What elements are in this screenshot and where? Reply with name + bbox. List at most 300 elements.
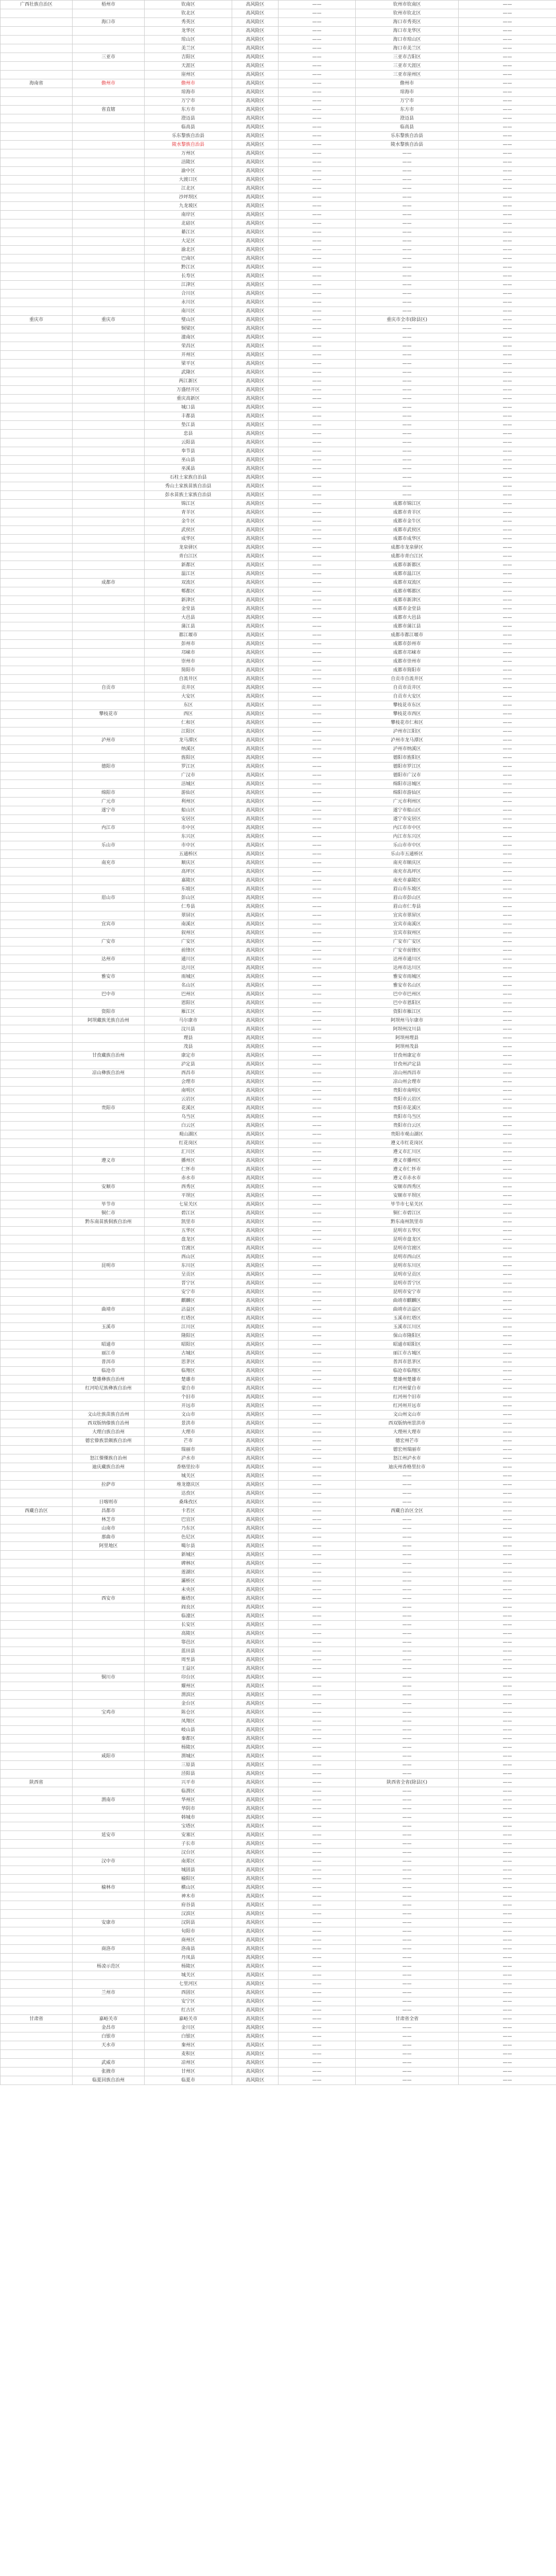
medium-risk-area-cell: —— bbox=[356, 1603, 459, 1612]
city-cell bbox=[73, 701, 145, 710]
table-row bbox=[1, 18, 556, 27]
high-risk-area-cell: —— bbox=[279, 255, 356, 263]
city-cell bbox=[73, 1586, 145, 1595]
district-cell: 高陵区 bbox=[145, 1630, 232, 1638]
low-risk-area-cell: —— bbox=[459, 2041, 556, 2050]
province-cell bbox=[1, 955, 73, 964]
high-risk-area-cell: —— bbox=[279, 1568, 356, 1577]
district-cell: 青羊区 bbox=[145, 509, 232, 517]
province-cell bbox=[1, 1524, 73, 1533]
medium-risk-area-cell: 玉溪市江川区 bbox=[356, 1323, 459, 1332]
province-cell bbox=[1, 342, 73, 351]
low-risk-area-cell: —— bbox=[459, 605, 556, 614]
medium-risk-area-cell: 巴中市恩阳区 bbox=[356, 999, 459, 1008]
province-cell bbox=[1, 9, 73, 18]
high-risk-area-cell: —— bbox=[279, 1235, 356, 1244]
low-risk-area-cell: —— bbox=[459, 517, 556, 526]
risk-level-cell: 高风险区 bbox=[232, 325, 279, 333]
medium-risk-area-cell: 琼海市 bbox=[356, 88, 459, 97]
low-risk-area-cell: —— bbox=[459, 482, 556, 491]
district-cell: 彭山区 bbox=[145, 894, 232, 903]
district-cell: 临翔区 bbox=[145, 1367, 232, 1376]
province-cell bbox=[1, 1227, 73, 1235]
city-cell bbox=[73, 27, 145, 36]
medium-risk-area-cell: —— bbox=[356, 184, 459, 193]
low-risk-area-cell: —— bbox=[459, 1209, 556, 1218]
low-risk-area-cell: —— bbox=[459, 106, 556, 114]
medium-risk-area-cell: —— bbox=[356, 1849, 459, 1857]
high-risk-area-cell: —— bbox=[279, 281, 356, 290]
risk-level-cell: 高风险区 bbox=[232, 97, 279, 106]
district-cell: 红塔区 bbox=[145, 1314, 232, 1323]
district-cell: 新城区 bbox=[145, 1551, 232, 1560]
province-cell bbox=[1, 1603, 73, 1612]
medium-risk-area-cell: 昆明市晋宁区 bbox=[356, 1279, 459, 1288]
district-cell: 秦州区 bbox=[145, 2041, 232, 2050]
low-risk-area-cell: —— bbox=[459, 368, 556, 377]
city-cell bbox=[73, 1971, 145, 1980]
district-cell: 理县 bbox=[145, 1034, 232, 1043]
city-cell bbox=[73, 1253, 145, 1262]
risk-level-cell: 高风险区 bbox=[232, 1507, 279, 1516]
low-risk-area-cell: —— bbox=[459, 640, 556, 649]
district-cell: 吉阳区 bbox=[145, 53, 232, 62]
city-cell bbox=[73, 885, 145, 894]
risk-level-cell: 高风险区 bbox=[232, 333, 279, 342]
province-cell bbox=[1, 149, 73, 158]
table-row bbox=[1, 386, 556, 395]
low-risk-area-cell: —— bbox=[459, 1481, 556, 1489]
province-cell bbox=[1, 438, 73, 447]
table-row bbox=[1, 438, 556, 447]
high-risk-area-cell: —— bbox=[279, 1560, 356, 1568]
district-cell: 汶川县 bbox=[145, 1025, 232, 1034]
low-risk-area-cell: —— bbox=[459, 552, 556, 561]
high-risk-area-cell: —— bbox=[279, 1717, 356, 1726]
low-risk-area-cell: —— bbox=[459, 815, 556, 824]
risk-level-cell: 高风险区 bbox=[232, 1752, 279, 1761]
district-cell: 青白江区 bbox=[145, 552, 232, 561]
district-cell: 凯里市 bbox=[145, 1218, 232, 1227]
city-cell bbox=[73, 1130, 145, 1139]
low-risk-area-cell: —— bbox=[459, 1936, 556, 1945]
district-cell: 巫山县 bbox=[145, 456, 232, 465]
low-risk-area-cell: —— bbox=[459, 1919, 556, 1927]
district-cell: 西秀区 bbox=[145, 1183, 232, 1192]
high-risk-area-cell: —— bbox=[279, 368, 356, 377]
medium-risk-area-cell: 普洱市思茅区 bbox=[356, 1358, 459, 1367]
table-row bbox=[1, 430, 556, 438]
table-row bbox=[1, 1472, 556, 1481]
low-risk-area-cell: —— bbox=[459, 1857, 556, 1866]
province-cell bbox=[1, 1288, 73, 1297]
risk-level-cell: 高风险区 bbox=[232, 1884, 279, 1892]
risk-level-cell: 高风险区 bbox=[232, 1034, 279, 1043]
city-cell bbox=[73, 596, 145, 605]
table-row bbox=[1, 955, 556, 964]
table-row bbox=[1, 990, 556, 999]
medium-risk-area-cell: 迪庆州香格里拉市 bbox=[356, 1463, 459, 1472]
high-risk-area-cell: —— bbox=[279, 1016, 356, 1025]
table-row bbox=[1, 1200, 556, 1209]
low-risk-area-cell: —— bbox=[459, 202, 556, 211]
high-risk-area-cell: —— bbox=[279, 27, 356, 36]
city-cell bbox=[73, 587, 145, 596]
province-cell bbox=[1, 141, 73, 149]
risk-level-cell: 高风险区 bbox=[232, 1866, 279, 1875]
low-risk-area-cell: —— bbox=[459, 911, 556, 920]
district-cell: 合川区 bbox=[145, 290, 232, 298]
table-row bbox=[1, 1656, 556, 1665]
high-risk-area-cell: —— bbox=[279, 1595, 356, 1603]
medium-risk-area-cell: —— bbox=[356, 1770, 459, 1778]
table-row bbox=[1, 1691, 556, 1700]
risk-level-cell: 高风险区 bbox=[232, 1472, 279, 1481]
table-row bbox=[1, 1218, 556, 1227]
city-cell: 德阳市 bbox=[73, 762, 145, 771]
district-cell: 仁和区 bbox=[145, 719, 232, 727]
table-row bbox=[1, 806, 556, 815]
city-cell bbox=[73, 1087, 145, 1095]
risk-level-cell: 高风险区 bbox=[232, 1113, 279, 1122]
table-row bbox=[1, 1489, 556, 1498]
low-risk-area-cell: —— bbox=[459, 1419, 556, 1428]
risk-level-cell: 高风险区 bbox=[232, 824, 279, 833]
city-cell: 乐山市 bbox=[73, 841, 145, 850]
low-risk-area-cell: —— bbox=[459, 1849, 556, 1857]
table-row bbox=[1, 745, 556, 754]
table-row bbox=[1, 79, 556, 88]
table-row bbox=[1, 1174, 556, 1183]
city-cell: 迪庆藏族自治州 bbox=[73, 1463, 145, 1472]
table-row bbox=[1, 482, 556, 491]
medium-risk-area-cell: —— bbox=[356, 2006, 459, 2015]
province-cell bbox=[1, 727, 73, 736]
district-cell: 万宁市 bbox=[145, 97, 232, 106]
province-cell: 海南省 bbox=[1, 79, 73, 88]
low-risk-area-cell: —— bbox=[459, 1402, 556, 1411]
table-row bbox=[1, 1341, 556, 1349]
medium-risk-area-cell: —— bbox=[356, 1884, 459, 1892]
medium-risk-area-cell: 内江市东兴区 bbox=[356, 833, 459, 841]
low-risk-area-cell: —— bbox=[459, 447, 556, 456]
district-cell: 丰都县 bbox=[145, 412, 232, 421]
city-cell bbox=[73, 1288, 145, 1297]
low-risk-area-cell: —— bbox=[459, 1726, 556, 1735]
low-risk-area-cell: —— bbox=[459, 1104, 556, 1113]
risk-level-cell: 高风险区 bbox=[232, 228, 279, 237]
risk-level-cell: 高风险区 bbox=[232, 657, 279, 666]
low-risk-area-cell: —— bbox=[459, 1560, 556, 1568]
medium-risk-area-cell: —— bbox=[356, 1822, 459, 1831]
high-risk-area-cell: —— bbox=[279, 780, 356, 789]
medium-risk-area-cell: 玉溪市红塔区 bbox=[356, 1314, 459, 1323]
low-risk-area-cell: —— bbox=[459, 1393, 556, 1402]
low-risk-area-cell: —— bbox=[459, 211, 556, 219]
low-risk-area-cell: —— bbox=[459, 2067, 556, 2076]
district-cell: 大安区 bbox=[145, 692, 232, 701]
district-cell: 南岸区 bbox=[145, 211, 232, 219]
table-row bbox=[1, 184, 556, 193]
city-cell bbox=[73, 1603, 145, 1612]
risk-level-cell: 高风险区 bbox=[232, 1104, 279, 1113]
district-cell: 金牛区 bbox=[145, 517, 232, 526]
high-risk-area-cell: —— bbox=[279, 1691, 356, 1700]
low-risk-area-cell: —— bbox=[459, 123, 556, 132]
risk-level-cell: 高风险区 bbox=[232, 1831, 279, 1840]
city-cell bbox=[73, 727, 145, 736]
district-cell: 陵水黎族自治县 bbox=[145, 141, 232, 149]
medium-risk-area-cell: 成都市彭州市 bbox=[356, 640, 459, 649]
high-risk-area-cell: —— bbox=[279, 710, 356, 719]
risk-level-cell: 高风险区 bbox=[232, 544, 279, 552]
risk-level-cell: 高风险区 bbox=[232, 815, 279, 824]
medium-risk-area-cell: 宜宾市翠屏区 bbox=[356, 911, 459, 920]
risk-level-cell: 高风险区 bbox=[232, 1481, 279, 1489]
table-row bbox=[1, 1761, 556, 1770]
medium-risk-area-cell: —— bbox=[356, 1717, 459, 1726]
province-cell bbox=[1, 263, 73, 272]
risk-level-cell: 高风险区 bbox=[232, 1297, 279, 1306]
district-cell: 云阳县 bbox=[145, 438, 232, 447]
low-risk-area-cell: —— bbox=[459, 938, 556, 946]
province-cell bbox=[1, 1805, 73, 1814]
district-cell: 江川区 bbox=[145, 1323, 232, 1332]
table-row bbox=[1, 964, 556, 973]
district-cell: 东坡区 bbox=[145, 885, 232, 894]
table-row bbox=[1, 1822, 556, 1831]
medium-risk-area-cell: —— bbox=[356, 1971, 459, 1980]
low-risk-area-cell: —— bbox=[459, 53, 556, 62]
province-cell bbox=[1, 1787, 73, 1796]
district-cell: 子长市 bbox=[145, 1840, 232, 1849]
table-row bbox=[1, 1700, 556, 1708]
medium-risk-area-cell: —— bbox=[356, 1656, 459, 1665]
city-cell: 武威市 bbox=[73, 2059, 145, 2067]
medium-risk-area-cell: 东方市 bbox=[356, 106, 459, 114]
table-row bbox=[1, 62, 556, 71]
province-cell bbox=[1, 1200, 73, 1209]
low-risk-area-cell: —— bbox=[459, 246, 556, 255]
city-cell: 绵阳市 bbox=[73, 789, 145, 798]
low-risk-area-cell: —— bbox=[459, 342, 556, 351]
district-cell: 楚雄市 bbox=[145, 1376, 232, 1384]
risk-level-cell: 高风险区 bbox=[232, 2050, 279, 2059]
risk-level-cell: 高风险区 bbox=[232, 1323, 279, 1332]
province-cell bbox=[1, 605, 73, 614]
high-risk-area-cell: —— bbox=[279, 1130, 356, 1139]
city-cell bbox=[73, 649, 145, 657]
risk-level-cell: 高风险区 bbox=[232, 1095, 279, 1104]
high-risk-area-cell: —— bbox=[279, 158, 356, 167]
medium-risk-area-cell: 临高县 bbox=[356, 123, 459, 132]
risk-level-cell: 高风险区 bbox=[232, 1875, 279, 1884]
medium-risk-area-cell: —— bbox=[356, 368, 459, 377]
province-cell bbox=[1, 1463, 73, 1472]
city-cell bbox=[73, 255, 145, 263]
table-row bbox=[1, 219, 556, 228]
risk-level-cell: 高风险区 bbox=[232, 920, 279, 929]
medium-risk-area-cell: 南充市顺庆区 bbox=[356, 859, 459, 868]
table-row bbox=[1, 1980, 556, 1989]
province-cell bbox=[1, 1034, 73, 1043]
risk-level-cell: 高风险区 bbox=[232, 859, 279, 868]
district-cell: 奉节县 bbox=[145, 447, 232, 456]
city-cell bbox=[73, 1489, 145, 1498]
province-cell: 广西壮族自治区 bbox=[1, 1, 73, 9]
province-cell bbox=[1, 885, 73, 894]
city-cell bbox=[73, 290, 145, 298]
low-risk-area-cell: —— bbox=[459, 184, 556, 193]
high-risk-area-cell: —— bbox=[279, 1034, 356, 1043]
province-cell bbox=[1, 657, 73, 666]
table-row bbox=[1, 1078, 556, 1087]
district-cell: 仁怀市 bbox=[145, 1165, 232, 1174]
risk-level-cell: 高风险区 bbox=[232, 946, 279, 955]
risk-level-cell: 高风险区 bbox=[232, 1814, 279, 1822]
medium-risk-area-cell: 遵义市红花岗区 bbox=[356, 1139, 459, 1148]
medium-risk-area-cell: —— bbox=[356, 2050, 459, 2059]
city-cell bbox=[73, 202, 145, 211]
table-row bbox=[1, 1770, 556, 1778]
high-risk-area-cell: —— bbox=[279, 1192, 356, 1200]
low-risk-area-cell: —— bbox=[459, 1122, 556, 1130]
table-row bbox=[1, 727, 556, 736]
table-row bbox=[1, 1244, 556, 1253]
district-cell: 灞桥区 bbox=[145, 1577, 232, 1586]
city-cell bbox=[73, 1997, 145, 2006]
risk-level-cell: 高风险区 bbox=[232, 1840, 279, 1849]
medium-risk-area-cell: 海口市琼山区 bbox=[356, 36, 459, 44]
district-cell: 安宁市 bbox=[145, 1288, 232, 1297]
high-risk-area-cell: —— bbox=[279, 1314, 356, 1323]
high-risk-area-cell: —— bbox=[279, 981, 356, 990]
medium-risk-area-cell: 泸州市龙马潭区 bbox=[356, 736, 459, 745]
medium-risk-area-cell: 绵阳市游仙区 bbox=[356, 789, 459, 798]
high-risk-area-cell: —— bbox=[279, 2050, 356, 2059]
risk-level-cell: 高风险区 bbox=[232, 237, 279, 246]
low-risk-area-cell: —— bbox=[459, 1463, 556, 1472]
district-cell: 城关区 bbox=[145, 1472, 232, 1481]
table-row bbox=[1, 298, 556, 307]
risk-level-cell: 高风险区 bbox=[232, 1174, 279, 1183]
high-risk-area-cell: —— bbox=[279, 955, 356, 964]
medium-risk-area-cell: 海口市美兰区 bbox=[356, 44, 459, 53]
table-row bbox=[1, 1034, 556, 1043]
high-risk-area-cell: —— bbox=[279, 1270, 356, 1279]
province-cell bbox=[1, 114, 73, 123]
city-cell: 攀枝花市 bbox=[73, 710, 145, 719]
table-row bbox=[1, 1603, 556, 1612]
medium-risk-area-cell: 凉山州西昌市 bbox=[356, 1069, 459, 1078]
high-risk-area-cell: —— bbox=[279, 1516, 356, 1524]
high-risk-area-cell: —— bbox=[279, 1052, 356, 1060]
high-risk-area-cell: —— bbox=[279, 88, 356, 97]
province-cell bbox=[1, 1174, 73, 1183]
low-risk-area-cell: —— bbox=[459, 903, 556, 911]
medium-risk-area-cell: 成都市金堂县 bbox=[356, 605, 459, 614]
risk-level-cell: 高风险区 bbox=[232, 1857, 279, 1866]
medium-risk-area-cell: 贵阳市乌当区 bbox=[356, 1113, 459, 1122]
risk-level-cell: 高风险区 bbox=[232, 1936, 279, 1945]
province-cell bbox=[1, 981, 73, 990]
medium-risk-area-cell: 红河州开远市 bbox=[356, 1402, 459, 1411]
risk-level-cell: 高风险区 bbox=[232, 1498, 279, 1507]
province-cell bbox=[1, 228, 73, 237]
table-row bbox=[1, 158, 556, 167]
table-row bbox=[1, 1577, 556, 1586]
city-cell bbox=[73, 1954, 145, 1962]
low-risk-area-cell: —— bbox=[459, 876, 556, 885]
province-cell bbox=[1, 1665, 73, 1673]
high-risk-area-cell: —— bbox=[279, 9, 356, 18]
high-risk-area-cell: —— bbox=[279, 692, 356, 701]
province-cell bbox=[1, 990, 73, 999]
province-cell bbox=[1, 929, 73, 938]
district-cell: 安塞区 bbox=[145, 1831, 232, 1840]
medium-risk-area-cell: 临沧市临翔区 bbox=[356, 1367, 459, 1376]
city-cell: 阿坝藏族羌族自治州 bbox=[73, 1016, 145, 1025]
medium-risk-area-cell: —— bbox=[356, 1700, 459, 1708]
low-risk-area-cell: —— bbox=[459, 754, 556, 762]
risk-level-cell: 高风险区 bbox=[232, 1052, 279, 1060]
low-risk-area-cell: —— bbox=[459, 132, 556, 141]
high-risk-area-cell: —— bbox=[279, 403, 356, 412]
high-risk-area-cell: —— bbox=[279, 167, 356, 176]
city-cell bbox=[73, 123, 145, 132]
risk-level-cell: 高风险区 bbox=[232, 876, 279, 885]
city-cell bbox=[73, 999, 145, 1008]
province-cell bbox=[1, 1533, 73, 1542]
medium-risk-area-cell: 三亚市崖州区 bbox=[356, 71, 459, 79]
city-cell bbox=[73, 272, 145, 281]
province-cell bbox=[1, 701, 73, 710]
province-cell bbox=[1, 596, 73, 605]
high-risk-area-cell: —— bbox=[279, 149, 356, 158]
high-risk-area-cell: —— bbox=[279, 649, 356, 657]
low-risk-area-cell: —— bbox=[459, 1489, 556, 1498]
medium-risk-area-cell: —— bbox=[356, 1516, 459, 1524]
city-cell bbox=[73, 228, 145, 237]
high-risk-area-cell: —— bbox=[279, 1787, 356, 1796]
medium-risk-area-cell: 绵阳市涪城区 bbox=[356, 780, 459, 789]
district-cell: 色尼区 bbox=[145, 1533, 232, 1542]
medium-risk-area-cell: 甘肃省全省 bbox=[356, 2015, 459, 2024]
low-risk-area-cell: —— bbox=[459, 1814, 556, 1822]
medium-risk-area-cell: 贵阳市观山湖区 bbox=[356, 1130, 459, 1139]
low-risk-area-cell: —— bbox=[459, 1034, 556, 1043]
city-cell: 昌都市 bbox=[73, 1507, 145, 1516]
province-cell bbox=[1, 500, 73, 509]
risk-level-cell: 高风险区 bbox=[232, 1708, 279, 1717]
low-risk-area-cell: —— bbox=[459, 1927, 556, 1936]
table-row bbox=[1, 859, 556, 868]
table-row bbox=[1, 1630, 556, 1638]
medium-risk-area-cell: 成都市锦江区 bbox=[356, 500, 459, 509]
low-risk-area-cell: —— bbox=[459, 1253, 556, 1262]
province-cell bbox=[1, 1025, 73, 1034]
risk-level-cell: 高风险区 bbox=[232, 1673, 279, 1682]
high-risk-area-cell: —— bbox=[279, 815, 356, 824]
risk-level-cell: 高风险区 bbox=[232, 1200, 279, 1209]
city-cell bbox=[73, 1577, 145, 1586]
risk-level-cell: 高风险区 bbox=[232, 1139, 279, 1148]
high-risk-area-cell: —— bbox=[279, 929, 356, 938]
table-row bbox=[1, 509, 556, 517]
high-risk-area-cell: —— bbox=[279, 1139, 356, 1148]
risk-level-cell: 高风险区 bbox=[232, 447, 279, 456]
province-cell bbox=[1, 517, 73, 526]
